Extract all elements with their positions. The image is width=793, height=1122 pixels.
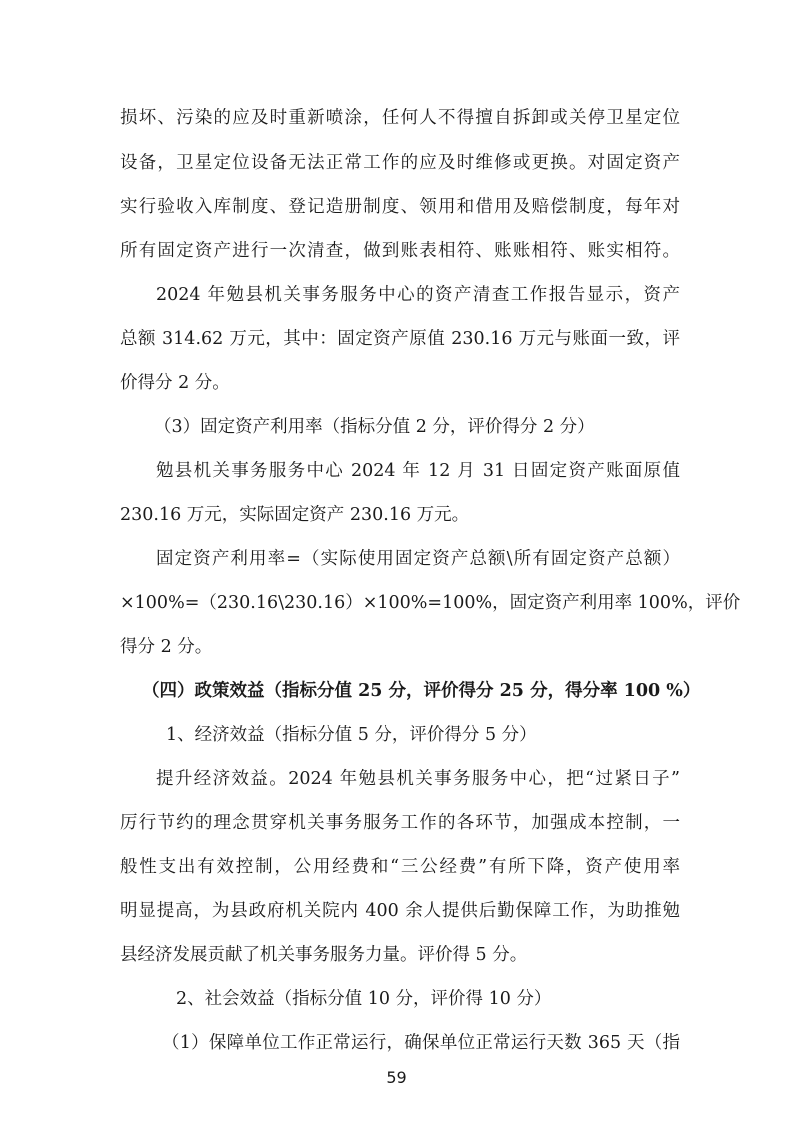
paragraph-line: 勉县机关事务服务中心 2024 年 12 月 31 日固定资产账面原值 [156, 461, 680, 481]
subsection-heading: 1、经济效益（指标分值 5 分，评价得分 5 分） [166, 725, 537, 745]
subsection-heading: 2、社会效益（指标分值 10 分，评价得 10 分） [176, 989, 552, 1009]
paragraph-line: 明显提高，为县政府机关院内 400 余人提供后勤保障工作，为助推勉 [120, 901, 680, 921]
paragraph-line: 设备，卫星定位设备无法正常工作的应及时维修或更换。对固定资产 [120, 153, 680, 173]
paragraph-line: 2024 年勉县机关事务服务中心的资产清查工作报告显示，资产 [156, 285, 680, 305]
paragraph-line: 得分 2 分。 [120, 637, 213, 657]
paragraph-line: 厉行节约的理念贯穿机关事务服务工作的各环节，加强成本控制，一 [120, 813, 680, 833]
section-heading: （四）政策效益（指标分值 25 分，评价得分 25 分，得分率 100 %） [142, 681, 701, 701]
paragraph-line: 般性支出有效控制，公用经费和“三公经费”有所下降，资产使用率 [120, 857, 680, 877]
paragraph-line: 总额 314.62 万元，其中：固定资产原值 230.16 万元与账面一致，评 [120, 329, 680, 349]
paragraph-line: 价得分 2 分。 [120, 373, 230, 393]
paragraph-line: 实行验收入库制度、登记造册制度、领用和借用及赔偿制度，每年对 [120, 197, 680, 217]
paragraph-line: （1）保障单位工作正常运行，确保单位正常运行天数 365 天（指 [162, 1033, 680, 1053]
paragraph-line: 县经济发展贡献了机关事务服务力量。评价得 5 分。 [120, 945, 528, 965]
paragraph-line: 固定资产利用率=（实际使用固定资产总额\所有固定资产总额） [156, 549, 680, 569]
subsection-heading: （3）固定资产利用率（指标分值 2 分，评价得分 2 分） [154, 417, 595, 437]
paragraph-line: 230.16 万元，实际固定资产 230.16 万元。 [120, 505, 470, 525]
page-number: 59 [386, 1068, 407, 1087]
paragraph-line: ×100%=（230.16\230.16）×100%=100%，固定资产利用率 100%，评价 [120, 593, 741, 613]
paragraph-line: 所有固定资产进行一次清查，做到账表相符、账账相符、账实相符。 [120, 241, 680, 261]
paragraph-line: 提升经济效益。2024 年勉县机关事务服务中心，把“过紧日子” [156, 769, 680, 789]
paragraph-line: 损坏、污染的应及时重新喷涂，任何人不得擅自拆卸或关停卫星定位 [120, 108, 680, 128]
